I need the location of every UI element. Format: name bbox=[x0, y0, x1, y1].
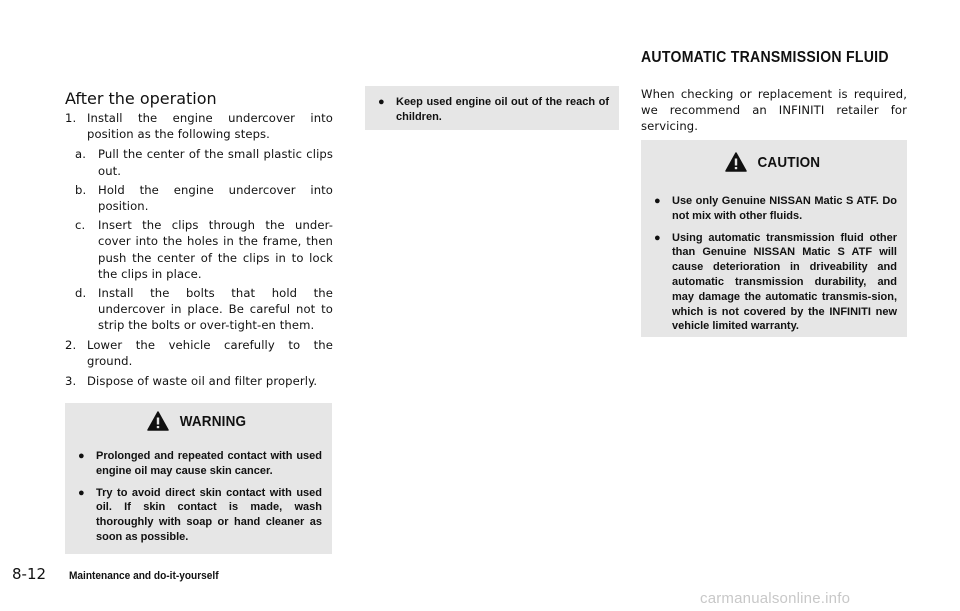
step-2 bbox=[65, 337, 333, 369]
substep-letter: a. bbox=[75, 147, 86, 162]
substep-letter: c. bbox=[75, 218, 86, 233]
section-heading: AUTOMATIC TRANSMISSION FLUID bbox=[641, 49, 889, 66]
caution-bullet bbox=[653, 194, 897, 224]
bullet-icon: ● bbox=[78, 450, 85, 462]
substep-a bbox=[65, 146, 333, 178]
bullet-text: Use only Genuine NISSAN Matic S ATF. Do not mix with other fluids. bbox=[672, 195, 897, 222]
page-number: 8-12 bbox=[12, 565, 47, 583]
step-text: Lower the vehicle carefully to the ground. bbox=[87, 337, 333, 368]
children-note-box bbox=[365, 86, 619, 130]
bullet-icon: ● bbox=[654, 231, 661, 244]
substep-text: Install the bolts that hold the undercover in place. Be careful not to strip the bolts or over-tight-en them. bbox=[98, 286, 333, 333]
section-title: After the operation bbox=[65, 89, 217, 108]
substep-letter: b. bbox=[75, 182, 87, 197]
bullet-text: Try to avoid direct skin contact with used oil. If skin contact is made, wash thoroughly with soap or hand cleaner as soon as possible. bbox=[96, 486, 322, 543]
bullet-text: Keep used engine oil out of the reach of children. bbox=[396, 96, 609, 123]
footer-section-label: Maintenance and do-it-yourself bbox=[69, 570, 219, 582]
step-number: 1. bbox=[65, 111, 77, 125]
bullet-icon: ● bbox=[654, 195, 661, 207]
children-bullet bbox=[377, 95, 609, 125]
step-text: Dispose of waste oil and filter properly. bbox=[87, 374, 318, 389]
warning-bullets bbox=[65, 439, 332, 558]
warning-triangle-icon bbox=[147, 411, 169, 431]
substep-letter: d. bbox=[75, 286, 87, 301]
procedure-list bbox=[65, 110, 333, 393]
substep-text: Insert the clips through the under-cover into the holes in the frame, then push the center of the clips in to lock the clips in place. bbox=[98, 218, 333, 281]
step-text: Install the engine undercover into position as the following steps. bbox=[87, 111, 333, 142]
step-1 bbox=[65, 110, 333, 142]
bullet-text: Prolonged and repeated contact with used engine oil may cause skin cancer. bbox=[96, 450, 322, 477]
warning-label: WARNING bbox=[179, 412, 247, 430]
bullet-icon: ● bbox=[378, 96, 385, 108]
caution-header bbox=[641, 140, 907, 184]
step-3 bbox=[65, 373, 333, 389]
caution-bullet bbox=[653, 231, 897, 335]
bullet-text: Using automatic transmission fluid other than Genuine NISSAN Matic S ATF will cause deterioration in driveability and automatic transmission durability, and may damage the automatic transmis-sion, which is not covered by the INFINITI new vehicle limited warranty. bbox=[672, 231, 897, 333]
substep-b bbox=[65, 182, 333, 214]
warning-header bbox=[65, 403, 332, 439]
substep-text: Hold the engine undercover into position. bbox=[98, 182, 333, 214]
caution-label: CAUTION bbox=[757, 153, 820, 171]
body-paragraph: When checking or replacement is required, we recommend an INFINITI retailer for servicing. bbox=[641, 87, 907, 134]
substep-d bbox=[65, 285, 333, 334]
substep-text: Pull the center of the small plastic clips out. bbox=[98, 147, 333, 178]
watermark: carmanualsonline.info bbox=[700, 590, 851, 607]
warning-triangle-icon bbox=[725, 152, 747, 172]
caution-bullets bbox=[641, 184, 907, 347]
bullet-icon: ● bbox=[78, 486, 85, 499]
warning-box bbox=[65, 403, 332, 554]
warning-bullet bbox=[77, 449, 322, 479]
children-bullets bbox=[365, 86, 619, 136]
substep-c bbox=[65, 217, 333, 282]
caution-box bbox=[641, 140, 907, 337]
step-number: 2. bbox=[65, 337, 77, 352]
step-number: 3. bbox=[65, 374, 77, 389]
warning-bullet bbox=[77, 486, 322, 545]
